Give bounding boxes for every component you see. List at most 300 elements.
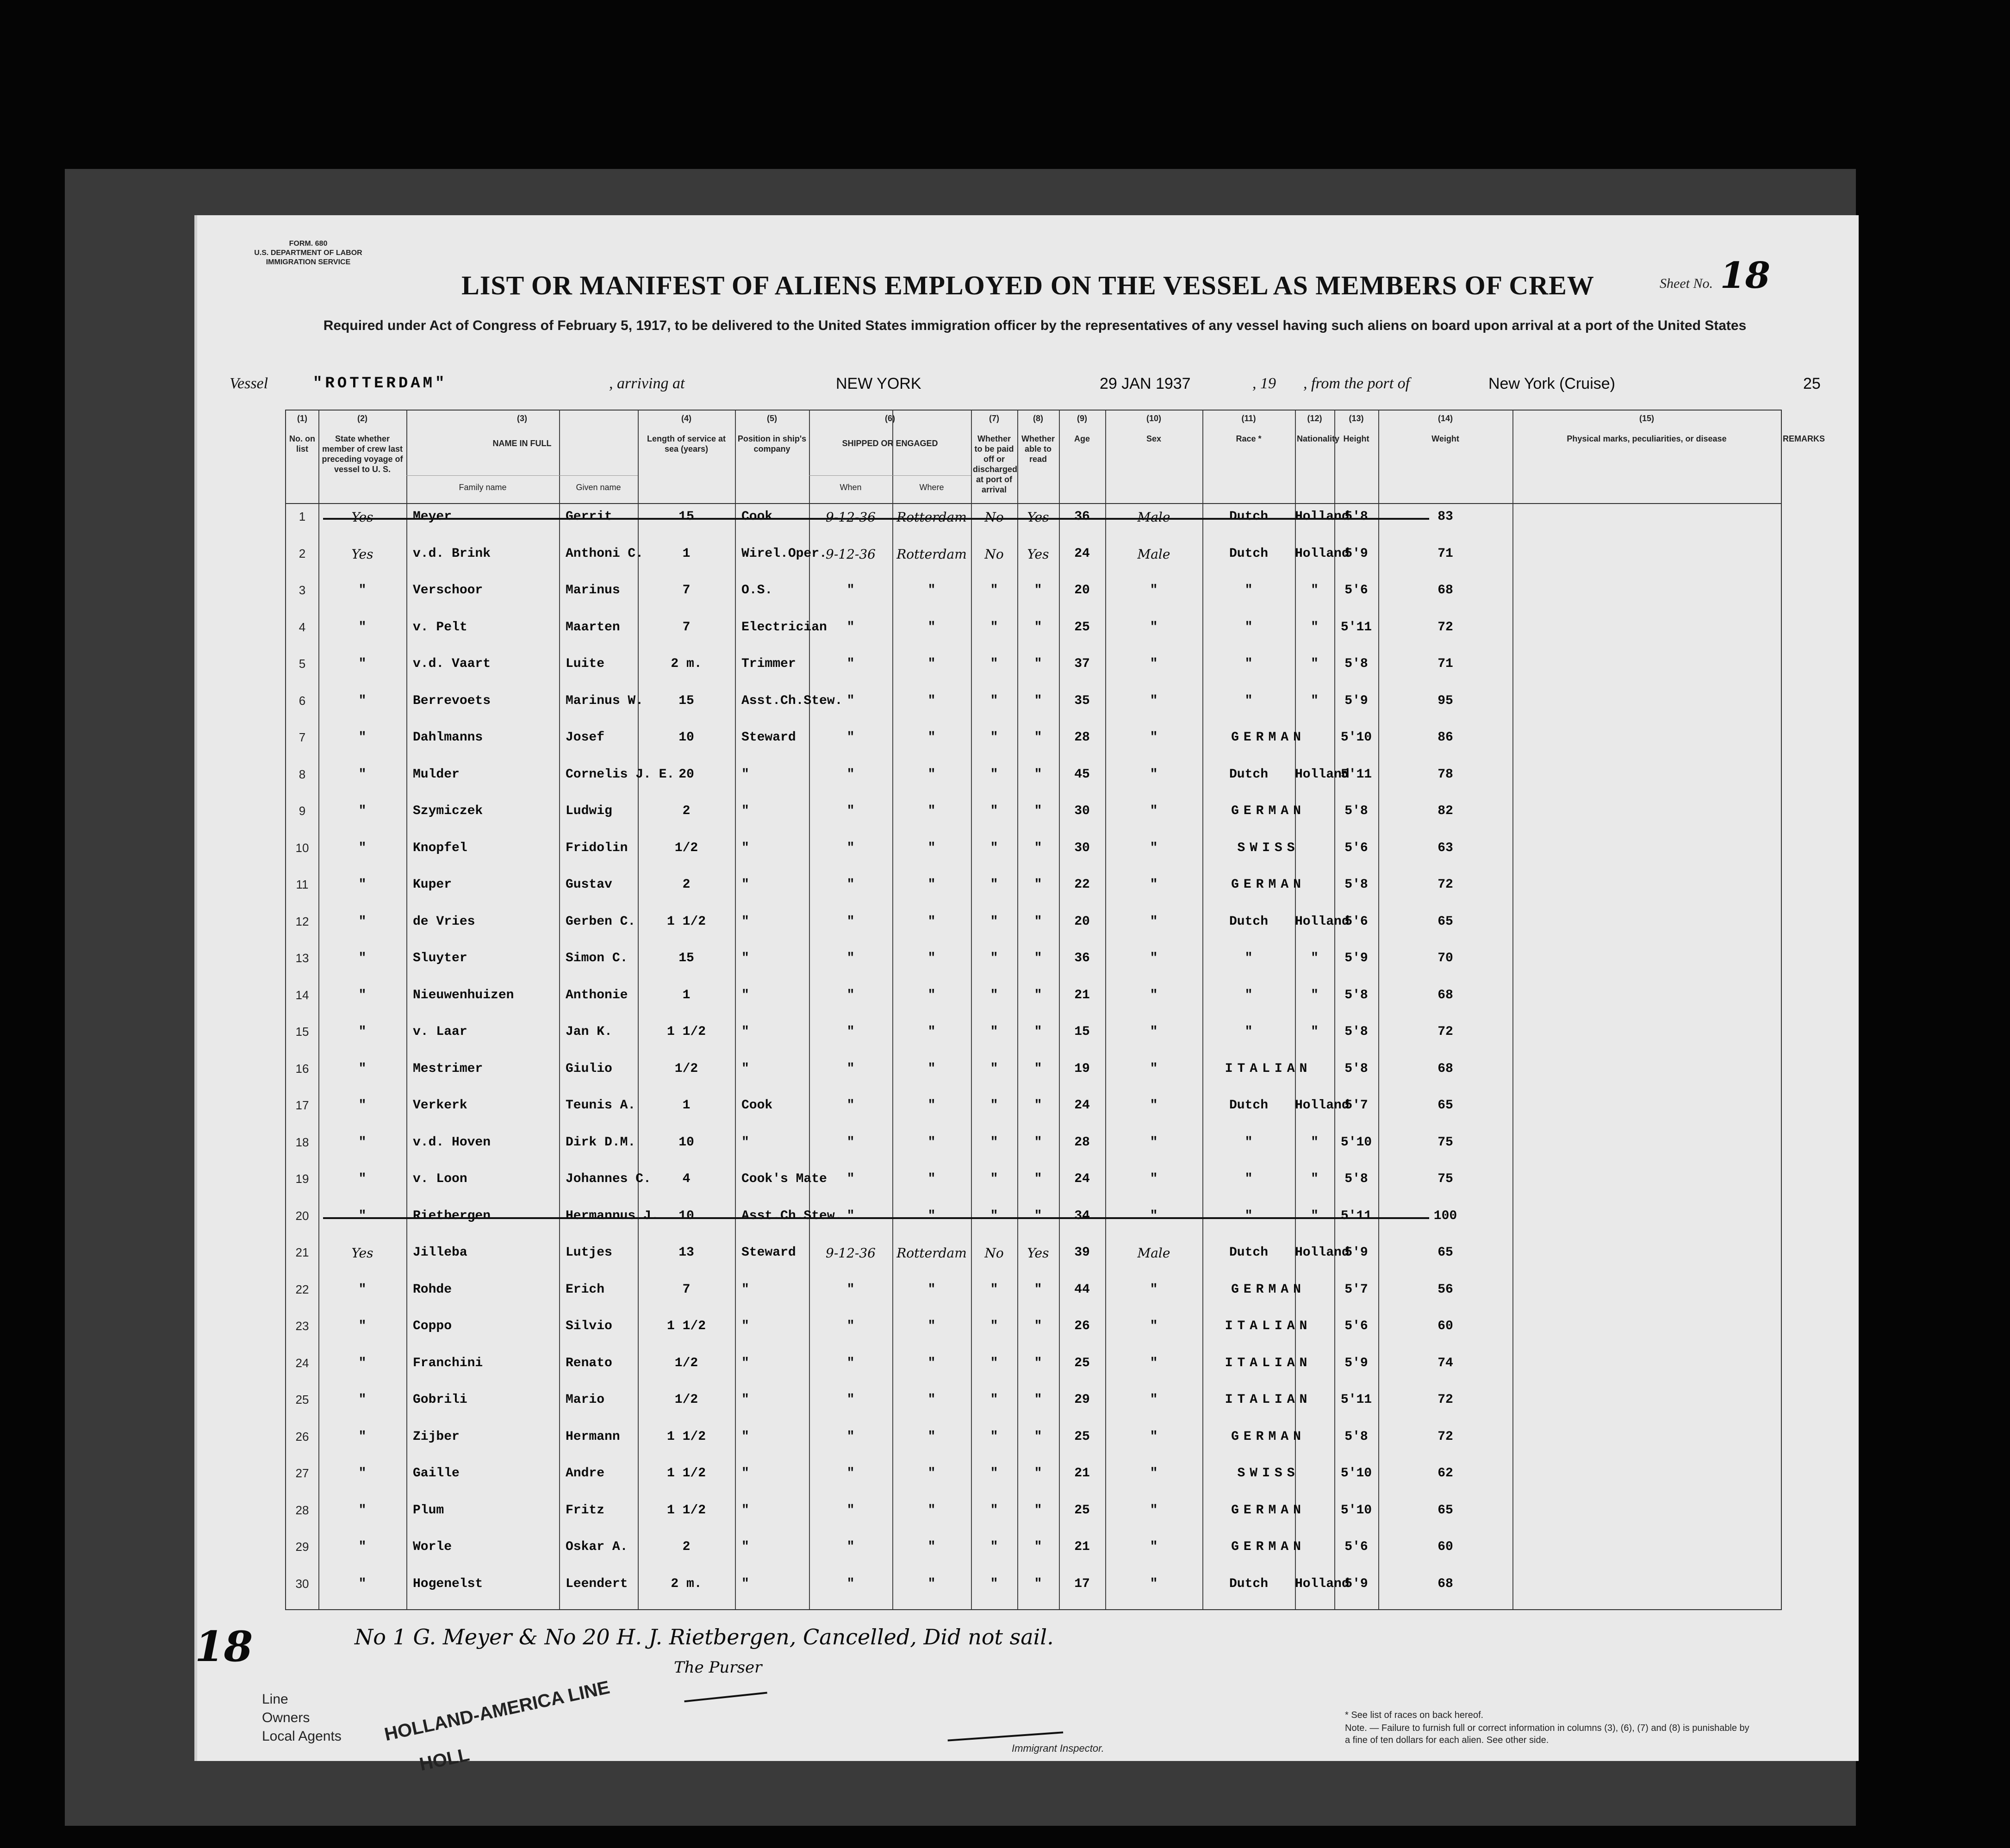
cell-age: 19 <box>1074 1061 1090 1076</box>
cell-weight: 71 <box>1437 657 1453 671</box>
cell-sex: " <box>1150 804 1158 818</box>
cell-read: " <box>1034 1319 1042 1333</box>
cell-read: " <box>1034 693 1042 708</box>
cell-race: Dutch <box>1229 546 1268 561</box>
vessel-label: Vessel <box>230 375 268 392</box>
cell-nationality: " <box>1311 1208 1319 1223</box>
cell-race: " <box>1245 1135 1253 1150</box>
cell-where: Rotterdam <box>896 510 967 525</box>
cell-when: " <box>846 730 855 745</box>
year-label: , 19 <box>1252 375 1276 392</box>
cell-height: 5'9 <box>1344 1576 1368 1591</box>
form-header <box>253 239 364 267</box>
cell-prev: " <box>358 914 367 929</box>
cell-given: Marinus <box>566 583 620 597</box>
cell-height: 5'11 <box>1340 1393 1372 1407</box>
cell-paid: " <box>990 730 998 745</box>
cell-sex: " <box>1150 693 1158 708</box>
cell-nationality: Holland <box>1295 546 1350 561</box>
cell-position: Asst.Ch.Stew. <box>741 693 843 708</box>
cell-given: Hermann <box>566 1429 620 1444</box>
cell-height: 5'10 <box>1340 1135 1372 1150</box>
cell-prev: Yes <box>351 546 373 562</box>
column-number: (2) <box>357 414 367 423</box>
cell-prev: " <box>358 730 367 745</box>
cell-given: Jan K. <box>566 1025 612 1039</box>
cell-height: 5'8 <box>1344 1025 1368 1039</box>
cell-where: " <box>927 1025 936 1039</box>
row-number: 16 <box>295 1061 309 1076</box>
cell-family: Mulder <box>413 767 460 782</box>
cell-read: " <box>1034 914 1042 929</box>
cell-when: " <box>846 988 855 1002</box>
cell-position: " <box>741 988 749 1002</box>
cell-race: " <box>1245 951 1253 965</box>
cell-given: Anthonie <box>566 988 628 1002</box>
cell-weight: 82 <box>1437 804 1453 818</box>
cell-sex: " <box>1150 1319 1158 1333</box>
row-number: 21 <box>295 1245 309 1259</box>
cell-position: Cook <box>741 1098 773 1113</box>
column-number: (9) <box>1077 414 1087 423</box>
cell-weight: 65 <box>1437 1098 1453 1113</box>
cell-height: 5'8 <box>1344 988 1368 1002</box>
cell-paid: No <box>984 510 1004 525</box>
cell-when: " <box>846 1098 855 1113</box>
cell-sex: " <box>1150 1503 1158 1518</box>
inspector-signature <box>946 1713 1063 1741</box>
cell-position: Cook <box>741 510 773 524</box>
cell-family: v.d. Hoven <box>413 1135 491 1150</box>
cell-height: 5'9 <box>1344 951 1368 965</box>
column-header: Whether to be paid off or discharged at port of arrival <box>973 434 1018 494</box>
cell-where: " <box>927 767 936 782</box>
cell-when: " <box>846 877 855 892</box>
cell-given: Giulio <box>566 1061 612 1076</box>
cell-height: 5'11 <box>1340 1208 1372 1223</box>
department-name: U.S. DEPARTMENT OF LABOR <box>254 249 362 257</box>
cell-read: " <box>1034 620 1042 635</box>
cell-race: SWISS <box>1237 840 1300 855</box>
cell-service: 13 <box>678 1245 694 1260</box>
cell-family: Mestrimer <box>413 1061 483 1076</box>
cell-family: Worle <box>413 1540 452 1554</box>
cell-when: " <box>846 1356 855 1370</box>
cell-service: 15 <box>678 693 694 708</box>
cell-race: GERMAN <box>1231 730 1306 745</box>
cell-service: 15 <box>678 510 694 524</box>
column-divider <box>559 411 560 1609</box>
strike-through <box>323 1217 1429 1219</box>
cell-where: " <box>927 1061 936 1076</box>
cell-family: Rohde <box>413 1282 452 1297</box>
cell-read: Yes <box>1027 546 1049 562</box>
row-number: 27 <box>295 1466 309 1480</box>
cell-read: " <box>1034 988 1042 1002</box>
cell-nationality: " <box>1311 657 1319 671</box>
crew-count: 25 <box>1803 375 1821 392</box>
cell-position: Steward <box>741 730 796 745</box>
cell-service: 10 <box>678 1208 694 1223</box>
row-number: 5 <box>299 657 306 671</box>
cell-age: 44 <box>1074 1282 1090 1297</box>
cell-when: " <box>846 1466 855 1481</box>
cell-paid: " <box>990 804 998 818</box>
cell-paid: " <box>990 1282 998 1297</box>
cell-when: " <box>846 914 855 929</box>
cell-race: " <box>1245 583 1253 597</box>
cell-read: " <box>1034 1356 1042 1370</box>
column-number: (1) <box>297 414 307 423</box>
cell-height: 5'8 <box>1344 1061 1368 1076</box>
cell-height: 5'8 <box>1344 510 1368 524</box>
cell-given: Gerben C. <box>566 914 636 929</box>
cell-sex: " <box>1150 1356 1158 1370</box>
cell-position: Electrician <box>741 620 827 635</box>
header-divider <box>286 503 1781 504</box>
cell-prev: " <box>358 1319 367 1333</box>
cell-height: 5'7 <box>1344 1098 1368 1113</box>
cell-given: Simon C. <box>566 951 628 965</box>
cell-age: 25 <box>1074 620 1090 635</box>
cell-where: " <box>927 657 936 671</box>
row-number: 25 <box>295 1393 309 1406</box>
cell-race: Dutch <box>1229 1098 1268 1113</box>
cell-weight: 70 <box>1437 951 1453 965</box>
cell-age: 36 <box>1074 510 1090 524</box>
cell-age: 20 <box>1074 914 1090 929</box>
cell-where: " <box>927 877 936 892</box>
column-number: (11) <box>1241 414 1256 423</box>
cell-given: Hermannus J. <box>566 1208 659 1223</box>
cell-nationality: " <box>1311 988 1319 1002</box>
cell-nationality: Holland <box>1295 1576 1350 1591</box>
cell-height: 5'11 <box>1340 767 1372 782</box>
column-header: Physical marks, peculiarities, or disease <box>1567 434 1727 443</box>
cell-family: v.d. Brink <box>413 546 491 561</box>
row-number: 23 <box>295 1319 309 1333</box>
cell-sex: " <box>1150 1061 1158 1076</box>
row-number: 11 <box>296 877 309 891</box>
cell-where: " <box>927 1172 936 1186</box>
cell-where: " <box>927 1356 936 1370</box>
cell-family: Kuper <box>413 877 452 892</box>
cell-when: " <box>846 1503 855 1518</box>
cell-given: Teunis A. <box>566 1098 636 1113</box>
cell-family: Nieuwenhuizen <box>413 988 514 1002</box>
cell-race: Dutch <box>1229 1576 1268 1591</box>
cell-sex: " <box>1150 1576 1158 1591</box>
cell-weight: 65 <box>1437 1503 1453 1518</box>
cancellation-note: No 1 G. Meyer & No 20 H. J. Rietbergen, Cancelled, Did not sail. <box>355 1624 1054 1649</box>
cell-height: 5'10 <box>1340 730 1372 745</box>
cell-given: Maarten <box>566 620 620 635</box>
crew-table <box>285 410 1825 1610</box>
cell-family: v. Pelt <box>413 620 467 635</box>
form-number: FORM. 680 <box>289 240 328 248</box>
cell-read: " <box>1034 767 1042 782</box>
cell-height: 5'10 <box>1340 1466 1372 1481</box>
cell-read: " <box>1034 1208 1042 1223</box>
cell-sex: Male <box>1137 1245 1170 1261</box>
cell-weight: 62 <box>1437 1466 1453 1481</box>
cell-paid: " <box>990 1025 998 1039</box>
cell-read: " <box>1034 1025 1042 1039</box>
cell-family: Sluyter <box>413 951 467 965</box>
column-subheader: Given name <box>576 483 621 492</box>
cell-sex: " <box>1150 1282 1158 1297</box>
cell-read: " <box>1034 583 1042 597</box>
races-note: * See list of races on back hereof. <box>1345 1710 1484 1720</box>
cell-weight: 72 <box>1437 1429 1453 1444</box>
subheader-divider <box>809 475 971 476</box>
purser-signature-label: The Purser <box>674 1658 762 1677</box>
cell-service: 1 <box>682 546 691 561</box>
cell-prev: " <box>358 1135 367 1150</box>
cell-race: GERMAN <box>1231 1282 1306 1297</box>
cell-height: 5'11 <box>1340 620 1372 635</box>
cell-where: " <box>927 620 936 635</box>
cell-prev: " <box>358 1172 367 1186</box>
column-header: Weight <box>1431 434 1459 443</box>
cell-prev: " <box>358 1393 367 1407</box>
cell-position: " <box>741 1466 749 1481</box>
cell-paid: " <box>990 693 998 708</box>
cell-family: Zijber <box>413 1429 460 1444</box>
cell-height: 5'6 <box>1344 1319 1368 1333</box>
cell-service: 1/2 <box>674 1061 698 1076</box>
cell-service: 7 <box>682 583 691 597</box>
row-number: 7 <box>299 730 306 744</box>
cell-height: 5'8 <box>1344 877 1368 892</box>
cell-race: GERMAN <box>1231 1429 1306 1444</box>
cell-given: Oskar A. <box>566 1540 628 1554</box>
cell-service: 1/2 <box>674 1356 698 1370</box>
cell-given: Fritz <box>566 1503 605 1518</box>
cell-weight: 86 <box>1437 730 1453 745</box>
column-subheader: When <box>840 483 862 492</box>
cell-paid: " <box>990 1172 998 1186</box>
cell-age: 36 <box>1074 951 1090 965</box>
cell-service: 1/2 <box>674 1393 698 1407</box>
cell-service: 2 m. <box>671 1576 702 1591</box>
cell-family: Plum <box>413 1503 444 1518</box>
cell-where: Rotterdam <box>896 1245 967 1261</box>
cell-sex: " <box>1150 620 1158 635</box>
cell-given: Anthoni C. <box>566 546 644 561</box>
column-number: (14) <box>1437 414 1453 423</box>
cell-paid: " <box>990 877 998 892</box>
cell-age: 39 <box>1074 1245 1090 1260</box>
cell-where: " <box>927 1576 936 1591</box>
cell-paid: " <box>990 1429 998 1444</box>
cell-given: Silvio <box>566 1319 612 1333</box>
cell-when: 9-12-36 <box>826 510 876 525</box>
cell-race: " <box>1245 657 1253 671</box>
cell-when: " <box>846 1576 855 1591</box>
column-subheader: Where <box>919 483 944 492</box>
cell-position: " <box>741 1429 749 1444</box>
cell-position: Wirel.Oper. <box>741 546 827 561</box>
page-subtitle: Required under Act of Congress of February 5, 1917, to be delivered to the United States immigration officer by the representatives of any vessel having such aliens on board upon arrival at a port of the United States <box>323 318 1747 333</box>
cell-prev: " <box>358 1356 367 1370</box>
cell-weight: 72 <box>1437 1025 1453 1039</box>
cell-paid: " <box>990 1393 998 1407</box>
cell-age: 24 <box>1074 546 1090 561</box>
cell-weight: 68 <box>1437 1576 1453 1591</box>
cell-age: 21 <box>1074 1466 1090 1481</box>
cell-age: 21 <box>1074 1540 1090 1554</box>
cell-service: 1/2 <box>674 840 698 855</box>
cell-where: " <box>927 1098 936 1113</box>
cell-given: Erich <box>566 1282 605 1297</box>
cell-sex: " <box>1150 840 1158 855</box>
cell-age: 37 <box>1074 657 1090 671</box>
cell-race: " <box>1245 693 1253 708</box>
column-header: SHIPPED OR ENGAGED <box>842 439 938 448</box>
cell-when: " <box>846 1172 855 1186</box>
cell-race: GERMAN <box>1231 804 1306 818</box>
cell-weight: 68 <box>1437 583 1453 597</box>
cell-service: 1 1/2 <box>666 1466 706 1481</box>
column-header: Position in ship's company <box>737 434 807 454</box>
manifest-page <box>194 215 1859 1775</box>
cell-sex: " <box>1150 1208 1158 1223</box>
row-number: 13 <box>295 951 309 965</box>
cell-sex: " <box>1150 951 1158 965</box>
cell-race: " <box>1245 1172 1253 1186</box>
cell-given: Gerrit <box>566 510 612 524</box>
cell-sex: " <box>1150 1393 1158 1407</box>
cell-paid: " <box>990 583 998 597</box>
cell-service: 7 <box>682 620 691 635</box>
cell-nationality: Holland <box>1295 914 1350 929</box>
cell-prev: " <box>358 840 367 855</box>
cell-read: " <box>1034 1540 1042 1554</box>
column-number: (12) <box>1307 414 1322 423</box>
cell-where: " <box>927 1540 936 1554</box>
cell-prev: " <box>358 1098 367 1113</box>
cell-race: GERMAN <box>1231 877 1306 892</box>
cell-read: " <box>1034 1503 1042 1518</box>
row-number: 17 <box>295 1098 309 1112</box>
cell-nationality: " <box>1311 1135 1319 1150</box>
subheader-divider <box>406 475 638 476</box>
cell-age: 15 <box>1074 1025 1090 1039</box>
cell-race: " <box>1245 620 1253 635</box>
sheet-label: Sheet No. <box>1660 276 1713 291</box>
cell-read: " <box>1034 1282 1042 1297</box>
cell-where: " <box>927 1466 936 1481</box>
cell-family: Szymiczek <box>413 804 483 818</box>
cell-read: Yes <box>1027 1245 1049 1261</box>
cell-family: Gobrili <box>413 1393 467 1407</box>
cell-service: 1 1/2 <box>666 1503 706 1518</box>
cell-where: " <box>927 693 936 708</box>
cell-given: Luite <box>566 657 605 671</box>
cell-when: " <box>846 657 855 671</box>
cell-prev: " <box>358 951 367 965</box>
cell-sex: " <box>1150 1025 1158 1039</box>
cell-race: Dutch <box>1229 914 1268 929</box>
cell-service: 4 <box>682 1172 691 1186</box>
cell-age: 17 <box>1074 1576 1090 1591</box>
row-number: 29 <box>295 1540 309 1554</box>
cell-sex: Male <box>1137 510 1170 525</box>
row-number: 22 <box>295 1282 309 1296</box>
inspector-label: Immigrant Inspector. <box>1012 1742 1104 1754</box>
column-divider <box>1512 411 1513 1609</box>
cell-position: Trimmer <box>741 657 796 671</box>
line-stamp-bottom: HOLL <box>417 1744 472 1775</box>
cell-prev: " <box>358 767 367 782</box>
cell-family: Verschoor <box>413 583 483 597</box>
departure-port: New York (Cruise) <box>1488 375 1615 392</box>
cell-given: Cornelis J. E. <box>566 767 675 782</box>
cell-age: 45 <box>1074 767 1090 782</box>
column-header: Height <box>1343 434 1369 443</box>
cell-read: " <box>1034 1172 1042 1186</box>
cell-read: " <box>1034 951 1042 965</box>
cell-where: " <box>927 1135 936 1150</box>
row-number: 4 <box>299 620 306 634</box>
cell-read: " <box>1034 1576 1042 1591</box>
cell-paid: " <box>990 988 998 1002</box>
cell-race: GERMAN <box>1231 1503 1306 1518</box>
local-agents-label: Local Agents <box>262 1729 342 1744</box>
cell-when: " <box>846 1429 855 1444</box>
cell-nationality: " <box>1311 693 1319 708</box>
cell-paid: " <box>990 1208 998 1223</box>
cell-height: 5'10 <box>1340 1503 1372 1518</box>
cell-position: O.S. <box>741 583 773 597</box>
service-name: IMMIGRATION SERVICE <box>266 258 351 266</box>
cell-paid: " <box>990 1356 998 1370</box>
cell-position: " <box>741 1025 749 1039</box>
owners-label: Owners <box>262 1710 310 1725</box>
cell-service: 2 <box>682 804 691 818</box>
cell-position: " <box>741 877 749 892</box>
column-header: Nationality <box>1297 434 1340 443</box>
cell-position: " <box>741 767 749 782</box>
cell-paid: " <box>990 1098 998 1113</box>
cell-family: Hogenelst <box>413 1576 483 1591</box>
row-number: 20 <box>295 1208 309 1223</box>
cell-where: " <box>927 951 936 965</box>
cell-position: " <box>741 951 749 965</box>
row-number: 6 <box>299 693 306 708</box>
cell-paid: " <box>990 1135 998 1150</box>
cell-height: 5'9 <box>1344 1356 1368 1370</box>
cell-prev: " <box>358 1429 367 1444</box>
column-divider <box>735 411 736 1609</box>
cell-prev: " <box>358 1503 367 1518</box>
cell-height: 5'8 <box>1344 1172 1368 1186</box>
cell-prev: " <box>358 1576 367 1591</box>
cell-sex: " <box>1150 1098 1158 1113</box>
cell-family: Verkerk <box>413 1098 467 1113</box>
cell-nationality: " <box>1311 1025 1319 1039</box>
column-header: Race * <box>1236 434 1262 443</box>
cell-when: " <box>846 1025 855 1039</box>
cell-where: " <box>927 583 936 597</box>
cell-when: " <box>846 1208 855 1223</box>
cell-height: 5'9 <box>1344 1245 1368 1260</box>
line-stamp: HOLLAND-AMERICA LINE <box>382 1677 612 1745</box>
cell-position: " <box>741 1061 749 1076</box>
cell-race: ITALIAN <box>1225 1061 1312 1076</box>
cell-paid: " <box>990 620 998 635</box>
